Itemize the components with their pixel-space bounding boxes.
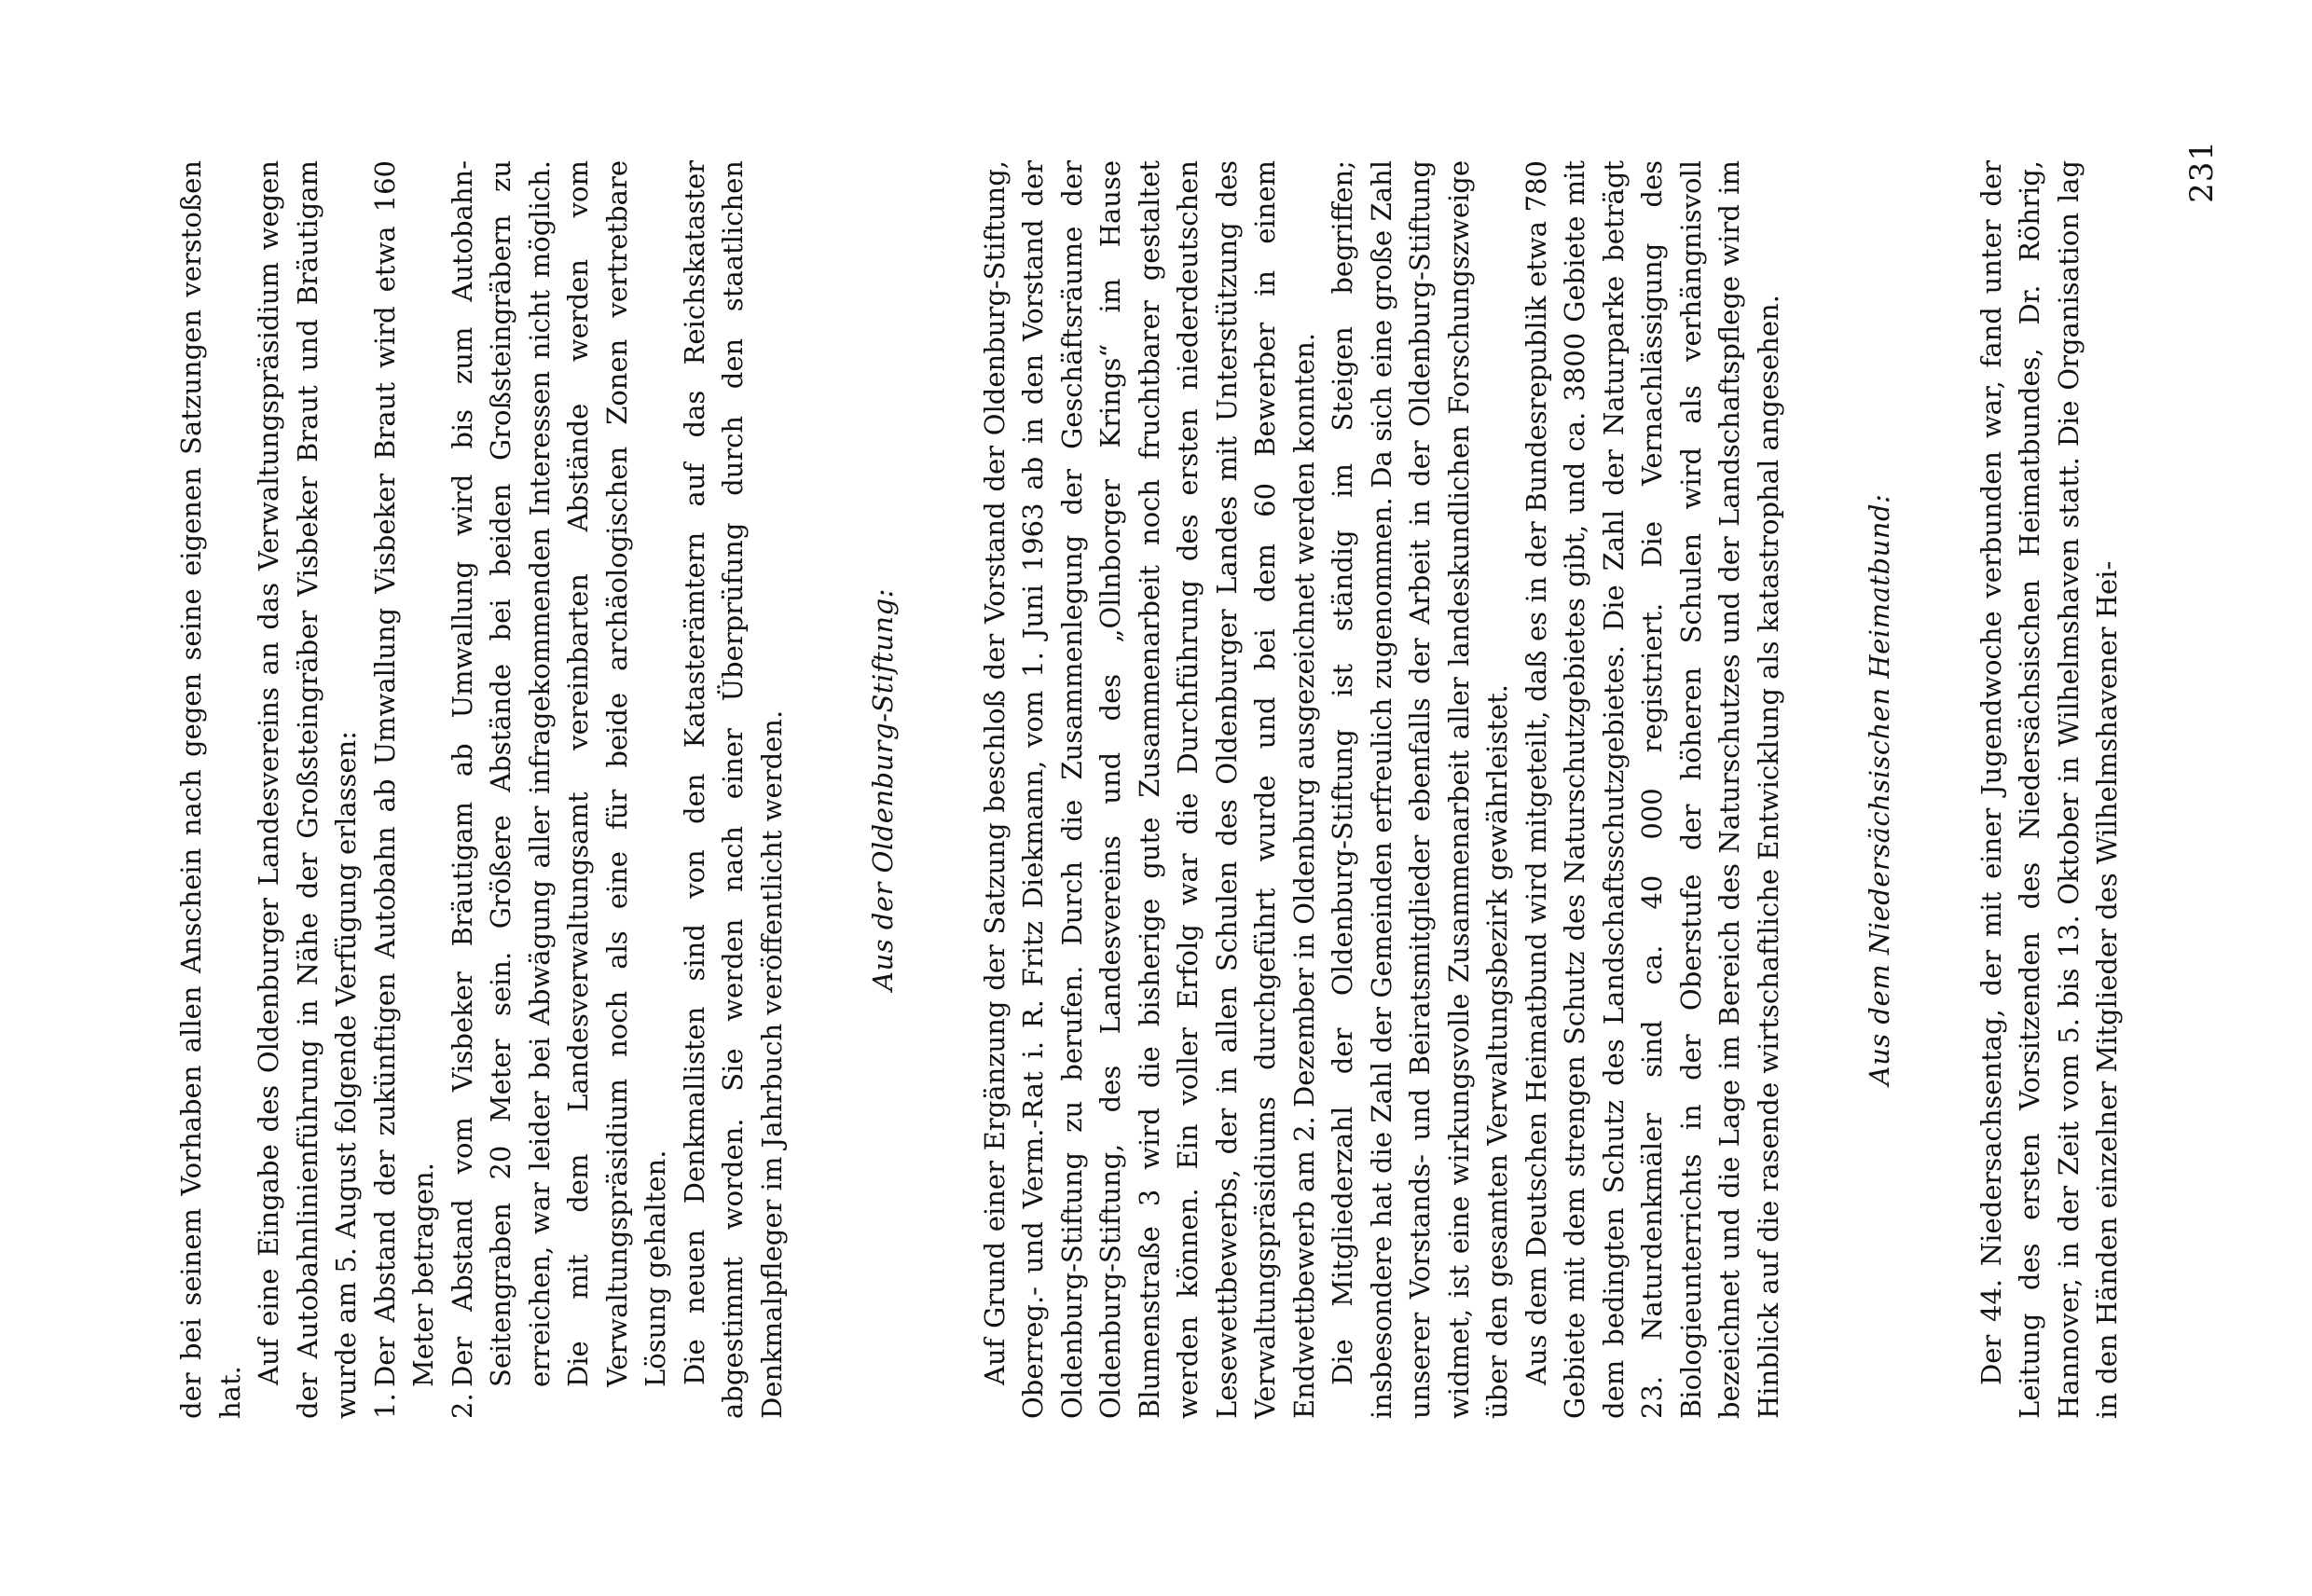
list-text: Der Abstand vom Visbeker Bräutigam ab Umwallung wird bis zum Autobahn-Seitengraben 20 Meter sein. Größere Abstände bei beiden Großsteingräbern zu erreichen, war leider bei Abwägung aller infragekommenden Interessen nicht möglich. Die mit dem Landesverwaltungsamt vereinbarten Abstände werden vom Verwaltungspräsidium noch als eine für beide archäologischen Zonen vertretbare Lösung gehalten. <box>446 160 671 1387</box>
list-item <box>366 160 444 1419</box>
paragraph: Der 44. Niedersachsentag, der mit einer Jugendwoche verbunden war, fand unter der Leitung des ersten Vorsitzenden des Niedersächsischen Heimatbundes, Dr. Röhrig, Hannover, in der Zeit vom 5. bis 13. Oktober in Wilhelmshaven statt. Die Organisation lag in den Händen einzelner Mitglieder des Wilhelmshavener Hei- <box>1975 160 2123 1419</box>
list-text: Der Abstand der zukünftigen Autobahn ab Umwallung Visbeker Braut wird etwa 160 Meter betragen. <box>368 160 439 1387</box>
list-number: 2. <box>446 1393 478 1419</box>
section-heading: Aus der Oldenburg-Stiftung: <box>867 588 899 991</box>
paragraph: Auf eine Eingabe des Oldenburger Landesvereins an das Verwaltungspräsidium wegen der Autobahnlinienführung in Nähe der Großsteingräber Visbeker Braut und Bräutigam wurde am 5. August folgende Verfügung erlassen: <box>253 160 362 1419</box>
paragraph: Aus dem Deutschen Heimatbund wird mitgeteilt, daß es in der Bundesrepublik etwa 780 Gebiete mit dem strengen Schutz des Naturschutzgebietes gibt, und ca. 3800 Gebiete mit dem bedingten Schutz des Landschaftsschutzgebietes. Die Zahl der Naturparke beträgt 23. Naturdenkmäler sind ca. 40 000 registriert. Die Vernachlässigung des Biologieunterrichts in der Oberstufe der höheren Schulen wird als verhängnisvoll bezeichnet und die Lage im Bereich des Naturschutzes und der Landschaftspflege wird im Hinblick auf die rasende wirtschaftliche Entwicklung als katastrophal angesehen. <box>1520 160 1784 1419</box>
paragraph: Die neuen Denkmallisten sind von den Katasterämtern auf das Reichskataster abgestimmt worden. Sie werden nach einer Überprüfung durch den staatlichen Denkmalpfleger im Jahrbuch veröffentlicht werden. <box>678 160 788 1419</box>
list-number: 1. <box>368 1393 401 1419</box>
paragraph: Auf Grund einer Ergänzung der Satzung beschloß der Vorstand der Oldenburg-Stiftung, Oberreg.- und Verm.-Rat i. R. Fritz Diekmann, vom 1. Juni 1963 ab in den Vorstand der Oldenburg-Stiftung zu berufen. Durch die Zusammenlegung der Geschäftsräume der Oldenburg-Stiftung, des Landesvereins und des „Ollnborger Krings“ im Hause Blumenstraße 3 wird die bisherige gute Zusammenarbeit noch fruchtbarer gestaltet werden können. Ein voller Erfolg war die Durchführung des ersten niederdeutschen Lesewettbewerbs, der in allen Schulen des Oldenburger Landes mit Unterstützung des Verwaltungspräsidiums durchgeführt wurde und bei dem 60 Bewerber in einem Endwettbewerb am 2. Dezember in Oldenburg ausgezeichnet werden konnten. <box>978 160 1320 1419</box>
paragraph: Die Mitgliederzahl der Oldenburg-Stiftung ist ständig im Steigen begriffen; insbesondere hat die Zahl der Gemeinden erfreulich zugenommen. Da sich eine große Zahl unserer Vorstands- und Beiratsmitglieder ebenfalls der Arbeit in der Oldenburg-Stiftung widmet, ist eine wirkungsvolle Zusammenarbeit aller landeskundlichen Forschungszweige über den gesamten Verwaltungsbezirk gewährleistet. <box>1327 160 1513 1419</box>
page-number: 231 <box>2183 140 2221 203</box>
text-block <box>172 160 2127 1419</box>
paragraph: der bei seinem Vorhaben allen Anschein nach gegen seine eigenen Satzungen verstoßen hat. <box>175 160 246 1419</box>
list-item <box>444 160 676 1419</box>
section-heading: Aus dem Niedersächsischen Heimatbund: <box>1864 493 1895 1086</box>
